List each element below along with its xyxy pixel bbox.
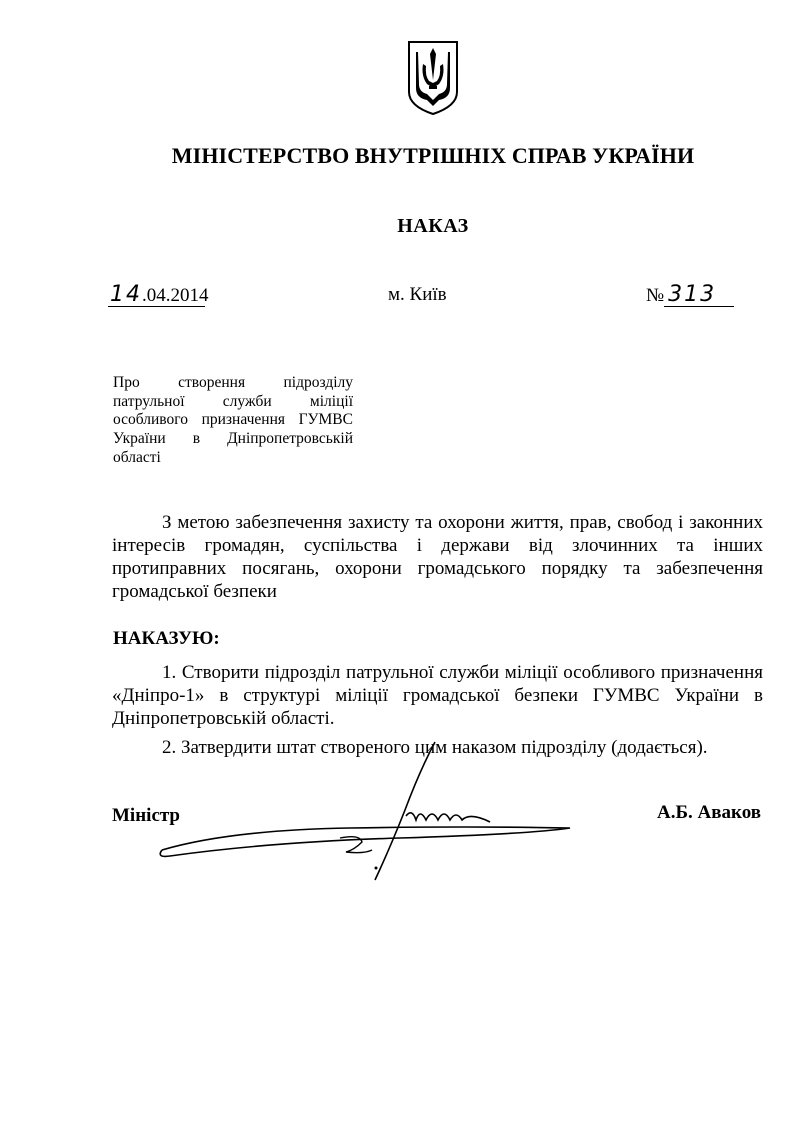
date-day-handwritten: 14 bbox=[110, 282, 142, 307]
ministry-title: МІНІСТЕРСТВО ВНУТРІШНІХ СПРАВ УКРАЇНИ bbox=[171, 143, 695, 168]
date-month-year: .04.2014 bbox=[142, 285, 209, 306]
preamble-paragraph: З метою забезпечення захисту та охорони життя, прав, свобод і законних інтересів громадян, суспільства і держави від злочинних та інших протиправних посягань, охорони громадського порядку та забезпечення громадської безпеки bbox=[112, 512, 763, 602]
document-city: м. Київ bbox=[388, 284, 447, 305]
handwritten-signature bbox=[150, 730, 580, 890]
number-underline bbox=[664, 306, 734, 307]
trident-coat-of-arms-icon bbox=[407, 40, 459, 116]
signatory-title: Міністр bbox=[112, 805, 181, 826]
signatory-name: А.Б. Аваков bbox=[657, 802, 761, 823]
document-date bbox=[110, 282, 209, 307]
number-handwritten: 313 bbox=[668, 282, 717, 307]
order-item: 2. Затвердити штат створеного цим наказом підрозділу (додається). bbox=[162, 737, 708, 758]
order-heading: НАКАЗУЮ: bbox=[113, 628, 220, 649]
order-item: 1. Створити підрозділ патрульної служби міліції особливого призначення «Дніпро-1» в структурі міліції громадської безпеки ГУМВС України в Дніпропетровській області. bbox=[112, 662, 763, 729]
number-label: № bbox=[646, 285, 665, 306]
date-underline bbox=[108, 306, 205, 307]
order-subject: Про створення підрозділу патрульної служби міліції особливого призначення ГУМВС України в Дніпропетровській області bbox=[113, 374, 353, 466]
document-type: НАКАЗ bbox=[397, 215, 469, 237]
document-number bbox=[646, 282, 716, 307]
